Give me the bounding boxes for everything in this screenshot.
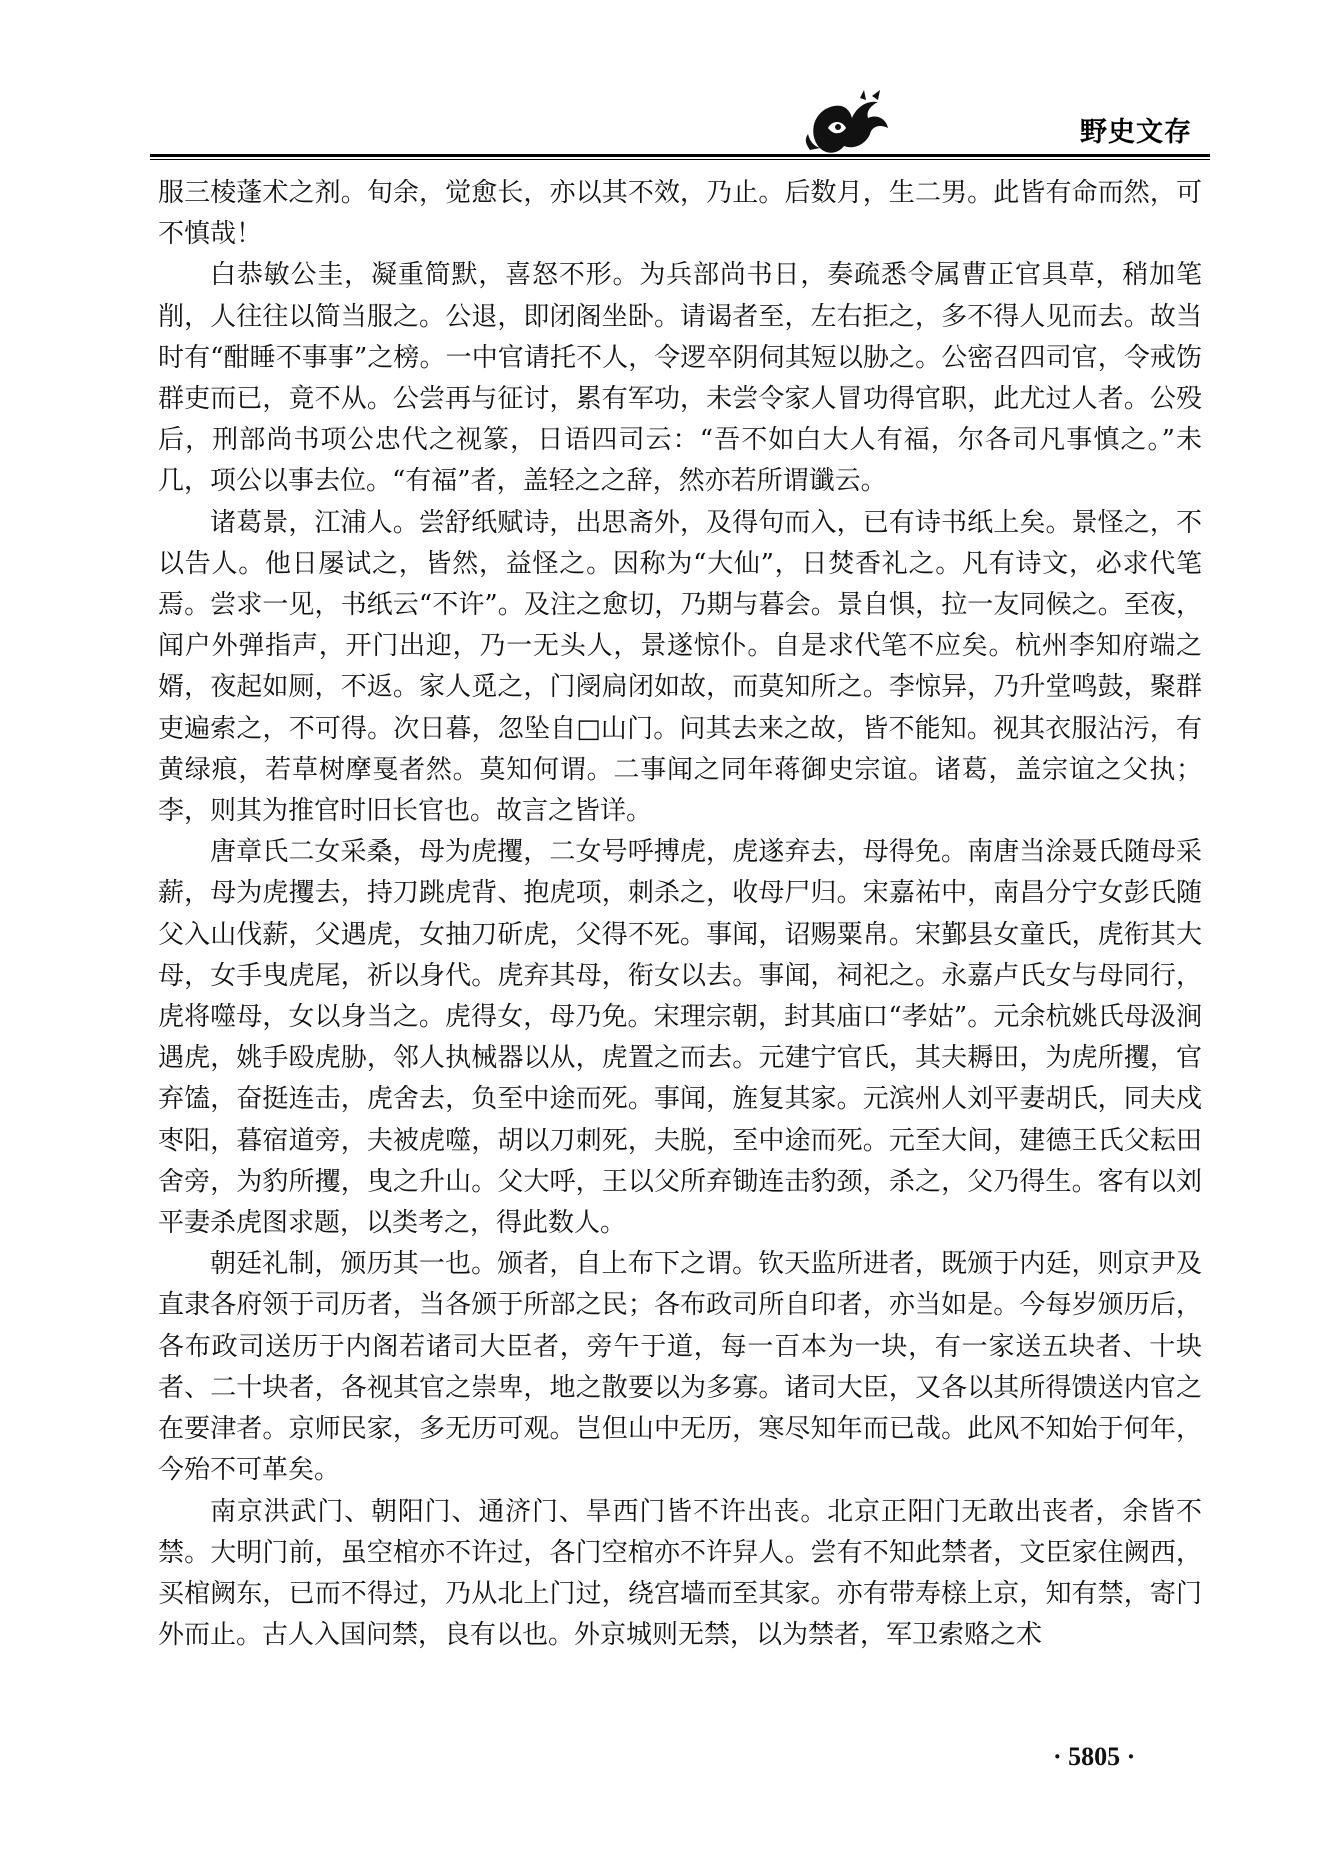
- paragraph: 服三棱蓬术之剂。旬余，觉愈长，亦以其不效，乃止。后数月，生二男。此皆有命而然，可不慎哉！: [158, 178, 1202, 250]
- paragraph: 诸葛景，江浦人。尝舒纸赋诗，出思斋外，及得句而入，已有诗书纸上矣。景怪之，不以告人。他日屡试之，皆然，益怪之。因称为“大仙”，日焚香礼之。凡有诗文，必求代笔焉。尝求一见，书纸云“不许”。及注之愈切，乃期与暮会。景自惧，拉一友同候之。至夜，闻户外弹指声，开门出迎，乃一无头人，景遂惊仆。自是求代笔不应矣。杭州李知府端之婿，夜起如厕，不返。家人觅之，门阌扃闭如故，而莫知所之。李惊异，乃升堂鸣鼓，聚群吏遍索之，不可得。次日暮，忽坠自□山门。问其去来之故，皆不能知。视其衣服沾污，有黄绿痕，若草树摩戛者然。莫知何谓。二事闻之同年蒋御史宗谊。诸葛，盖宗谊之父执；李，则其为推官时旧长官也。故言之皆详。: [158, 507, 1202, 827]
- dragon-emblem-icon: [800, 88, 900, 160]
- paragraph: 朝廷礼制，颁历其一也。颁者，自上布下之谓。钦天监所进者，既颁于内廷，则京尹及直隶各府领于司历者，当各颁于所部之民；各布政司所自印者，亦当如是。今每岁颁历后，各布政司送历于内阁若诸司大臣者，旁午于道，每一百本为一块，有一家送五块者、十块者、二十块者，各视其官之崇卑，地之散要以为多寡。诸司大臣，又各以其所得馈送内官之在要津者。京师民家，多无历可观。岂但山中无历，寒尽知年而已哉。此风不知始于何年，今殆不可革矣。: [158, 1249, 1202, 1486]
- paragraph: 南京洪武门、朝阳门、通济门、旱西门皆不许出丧。北京正阳门无敢出丧者，余皆不禁。大明门前，虽空棺亦不许过，各门空棺亦不许舁人。尝有不知此禁者，文臣家住阙西，买棺阙东，已而不得过，乃从北上门过，绕宫墙而至其家。亦有带寿榇上京，知有禁，寄门外而止。古人入国问禁，良有以也。外京城则无禁，以为禁者，军卫索赂之术: [158, 1496, 1202, 1651]
- header-rule: [150, 154, 1210, 157]
- running-header: [150, 88, 1210, 160]
- paragraph: 唐章氏二女采桑，母为虎攫，二女号呼搏虎，虎遂弃去，母得免。南唐当涂聂氏随母采薪，母为虎攫去，持刀跳虎背、抱虎项，刺杀之，收母尸归。宋嘉祐中，南昌分宁女彭氏随父入山伐薪，父遇虎，女抽刀斫虎，父得不死。事闻，诏赐粟帛。宋鄞县女童氏，虎衔其大母，女手曳虎尾，祈以身代。虎弃其母，衔女以去。事闻，祠祀之。永嘉卢氏女与母同行，虎将噬母，女以身当之。虎得女，母乃免。宋理宗朝，封其庙口“孝姑”。元余杭姚氏母汲涧遇虎，姚手殴虎胁，邻人执械器以从，虎置之而去。元建宁官氏，其夫耨田，为虎所攫，官弃馌，奋挺连击，虎舍去，负至中途而死。事闻，旌复其家。元滨州人刘平妻胡氏，同夫戍枣阳，暮宿道旁，夫被虎噬，胡以刀刺死，夫脱，至中途而死。元至大间，建德王氏父耘田舍旁，为豹所攫，曳之升山。父大呼，王以父所弃锄连击豹颈，杀之，父乃得生。客有以刘平妻杀虎图求题，以类考之，得此数人。: [158, 837, 1202, 1239]
- header-rule-thin: [150, 159, 1210, 160]
- page-number: · 5805 ·: [1053, 1742, 1136, 1771]
- header-title: 野史文存: [1080, 117, 1192, 148]
- paragraph: 白恭敏公圭，凝重简默，喜怒不形。为兵部尚书日，奏疏悉令属曹正官具草，稍加笔削，人往往以简当服之。公退，即闭阁坐卧。请谒者至，左右拒之，多不得人见而去。故当时有“酣睡不事事”之榜。一中官请托不人，令逻卒阴伺其短以胁之。公密召四司官，令戒饬群吏而已，竟不从。公尝再与征讨，累有军功，未尝令家人冒功得官职，此尤过人者。公殁后，刑部尚书项公忠代之视篆，日语四司云：“吾不如白大人有福，尔各司凡事慎之。”未几，项公以事去位。“有福”者，盖轻之之辞，然亦若所谓谶云。: [158, 260, 1202, 497]
- body-text: [158, 173, 1202, 1656]
